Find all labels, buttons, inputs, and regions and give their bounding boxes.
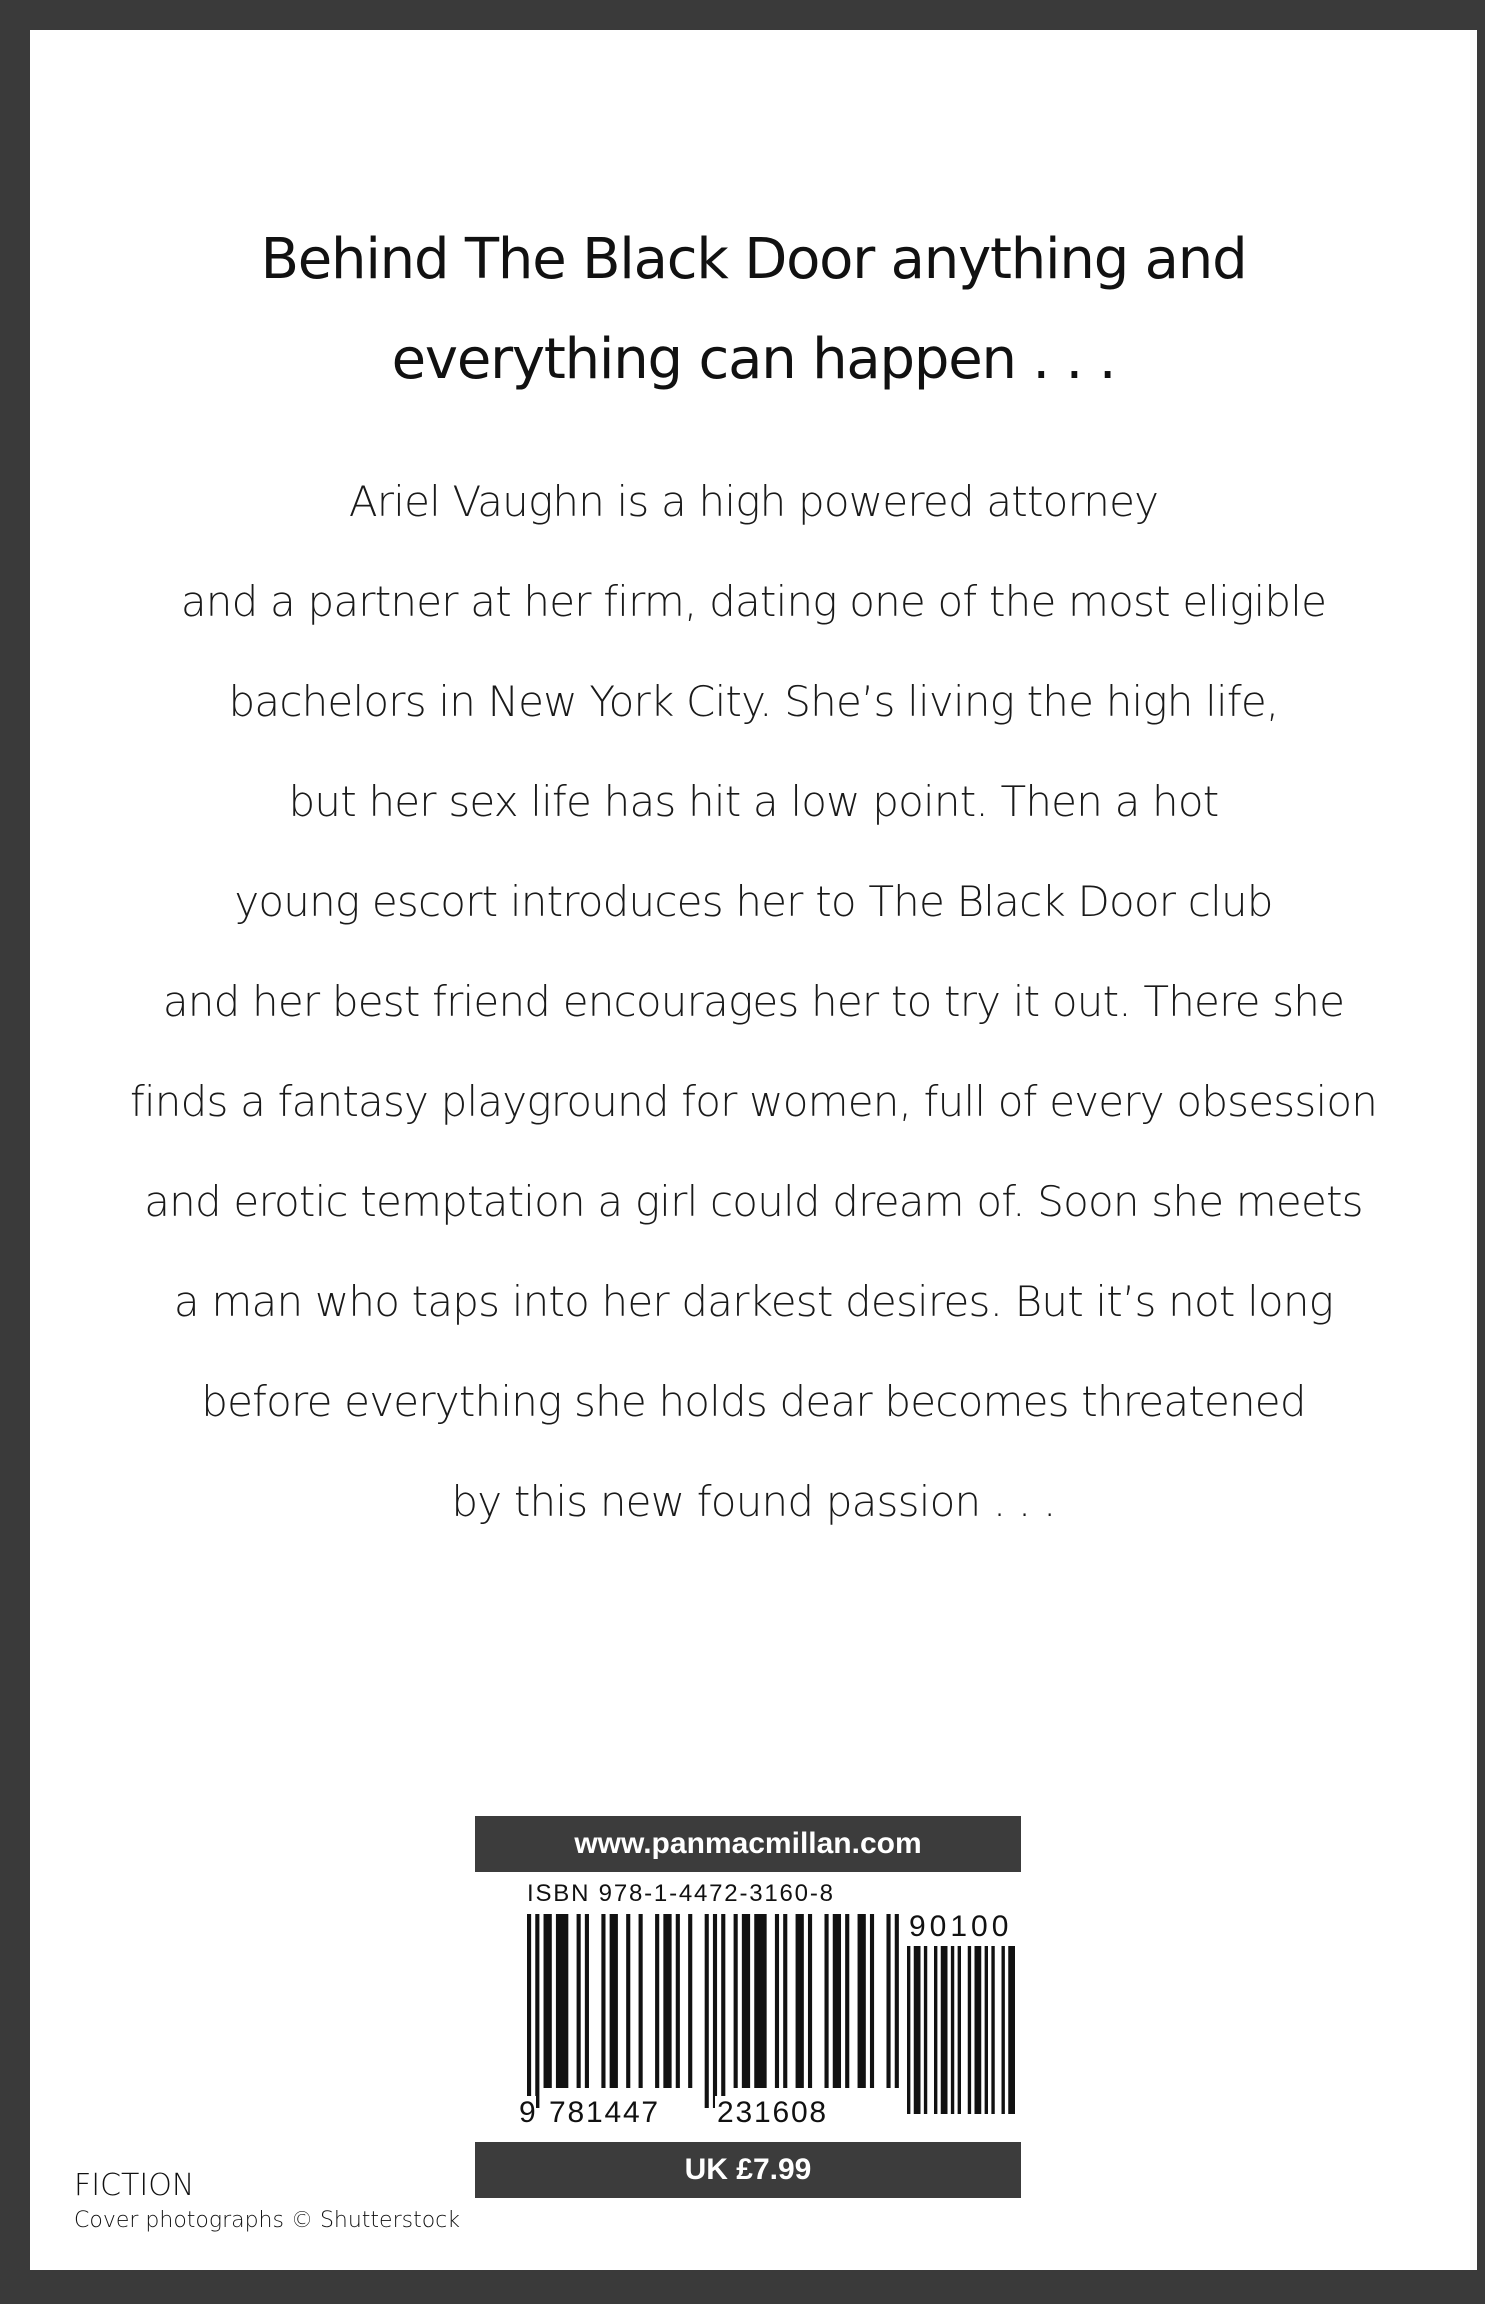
blurb-line: finds a fantasy playground for women, full of every obsession bbox=[129, 1077, 1378, 1126]
headline-line: everything can happen . . . bbox=[391, 327, 1116, 392]
blurb-line: before everything she holds dear becomes threatened bbox=[201, 1377, 1306, 1426]
headline bbox=[30, 210, 1477, 410]
barcode-block bbox=[475, 1816, 1051, 2198]
photo-credit: Cover photographs © Shutterstock bbox=[74, 2208, 461, 2233]
barcode-digits-left: 781447 bbox=[549, 2096, 660, 2129]
addon-code: 90100 bbox=[909, 1910, 1013, 1943]
back-cover bbox=[30, 30, 1477, 2270]
blurb-line: bachelors in New York City. She’s living the high life, bbox=[228, 677, 1279, 726]
isbn-label: ISBN 978-1-4472-3160-8 bbox=[527, 1880, 835, 1907]
blurb-line: and a partner at her firm, dating one of the most eligible bbox=[180, 577, 1327, 626]
barcode-icon bbox=[527, 1914, 903, 2108]
blurb-line: a man who taps into her darkest desires. But it’s not long bbox=[173, 1277, 1334, 1326]
barcode-digits-right: 231608 bbox=[717, 2096, 828, 2129]
blurb-line: and her best friend encourages her to try it out. There she bbox=[162, 977, 1345, 1026]
barcode-digit-lead: 9 bbox=[519, 2096, 536, 2129]
blurb bbox=[30, 452, 1477, 1552]
publisher-url: www.panmacmillan.com bbox=[475, 1816, 1021, 1872]
price: UK £7.99 bbox=[475, 2142, 1021, 2198]
addon-barcode-icon bbox=[907, 1946, 1015, 2114]
blurb-line: but her sex life has hit a low point. Then a hot bbox=[288, 777, 1219, 826]
blurb-line: young escort introduces her to The Black Door club bbox=[234, 877, 1273, 926]
blurb-line: and erotic temptation a girl could dream of. Soon she meets bbox=[144, 1177, 1363, 1226]
category-label: FICTION bbox=[74, 2168, 195, 2203]
headline-line: Behind The Black Door anything and bbox=[260, 227, 1247, 292]
blurb-line: by this new found passion . . . bbox=[451, 1477, 1056, 1526]
blurb-line: Ariel Vaughn is a high powered attorney bbox=[348, 477, 1159, 526]
